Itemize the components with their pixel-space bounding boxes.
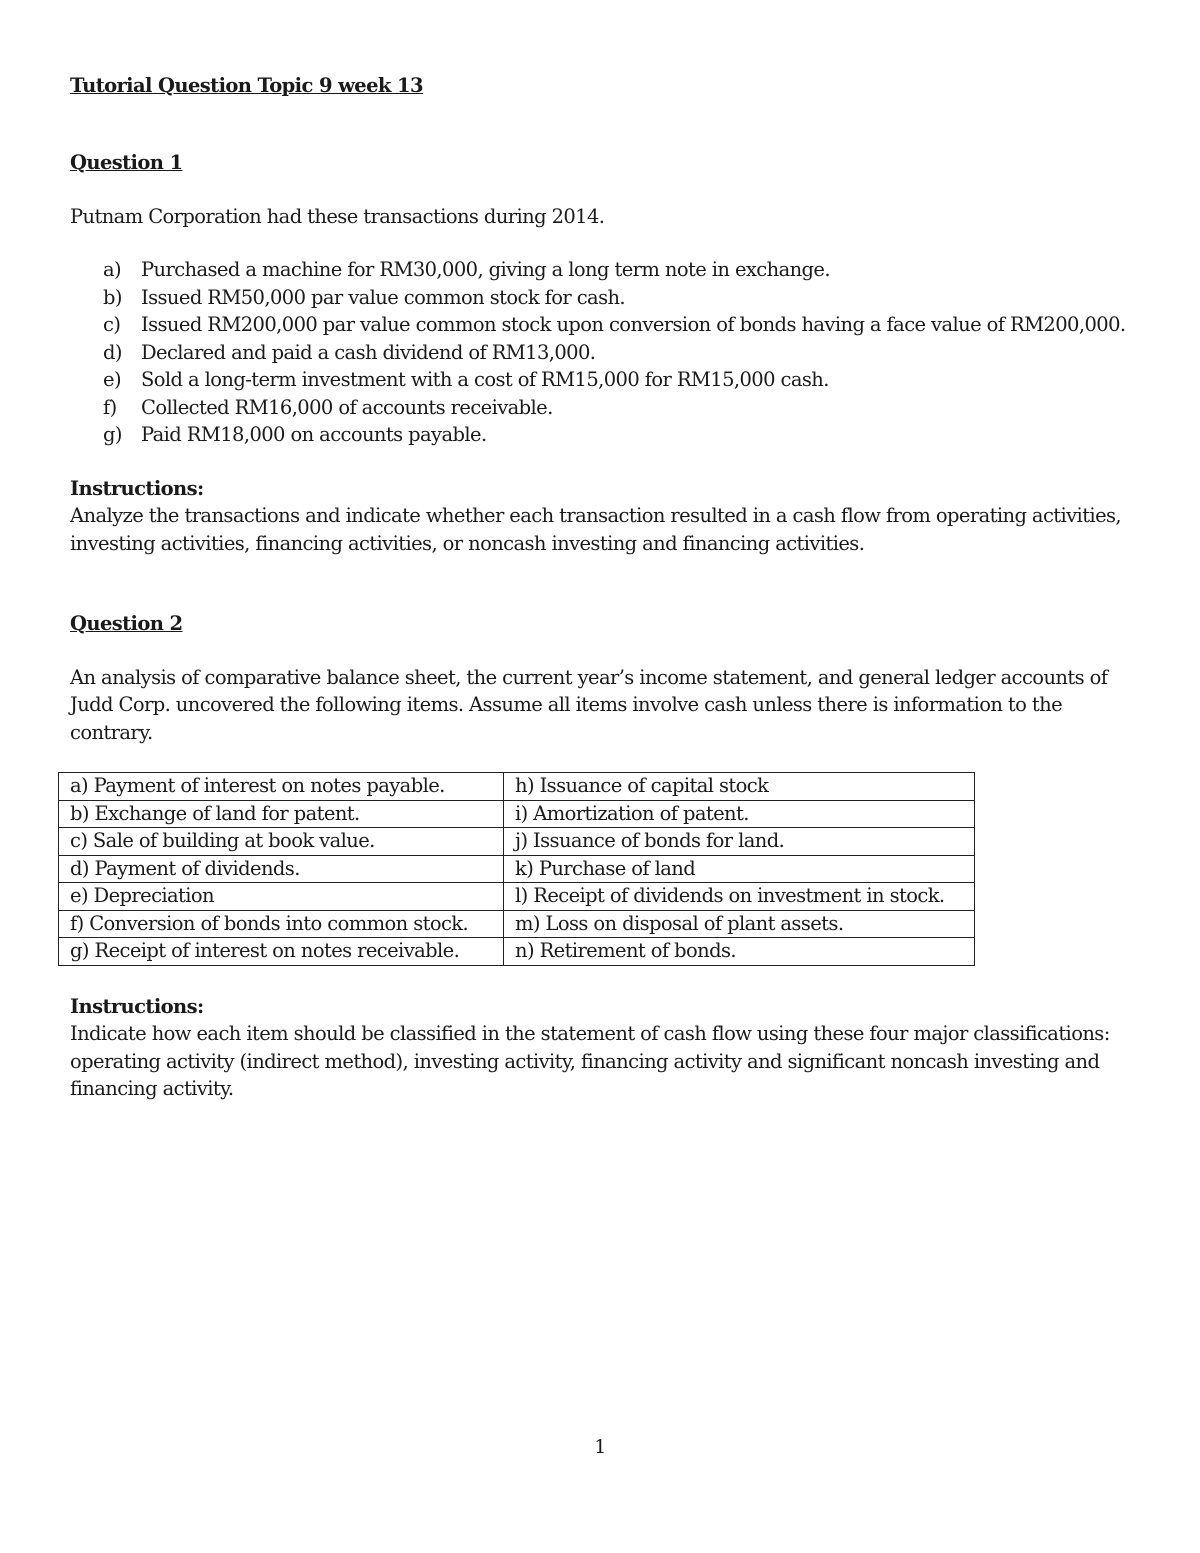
list-marker: e) [103,368,121,391]
list-item [70,394,1128,422]
list-item [70,339,1128,367]
list-marker: a) [103,258,122,281]
table-row [59,938,975,966]
table-row [59,883,975,911]
list-item-text: Sold a long-term investment with a cost of RM15,000 for RM15,000 cash. [141,368,829,391]
question-1-instructions-text: Analyze the transactions and indicate whether each transaction resulted in a cash flow from operating activities, investing activities, financing activities, or noncash investing and financing activities. [70,504,1122,555]
question-1-intro: Putnam Corporation had these transactions during 2014. [70,204,605,228]
list-item [70,366,1128,394]
table-cell: i) Amortization of patent. [504,800,975,828]
table-cell: d) Payment of dividends. [59,855,504,883]
table-cell: a) Payment of interest on notes payable. [59,773,504,801]
table-cell: n) Retirement of bonds. [504,938,975,966]
table-cell: h) Issuance of capital stock [504,773,975,801]
table-cell: k) Purchase of land [504,855,975,883]
table-row [59,773,975,801]
list-marker: c) [103,313,121,336]
document-title: Tutorial Question Topic 9 week 13 [70,74,423,97]
question-1-transactions-list [70,256,1128,449]
table-cell: g) Receipt of interest on notes receivable. [59,938,504,966]
table-cell: c) Sale of building at book value. [59,828,504,856]
list-marker: d) [103,340,122,364]
table-row [59,855,975,883]
table-row [59,910,975,938]
table-cell: j) Issuance of bonds for land. [504,828,975,856]
list-item-text: Paid RM18,000 on accounts payable. [141,423,487,446]
question-2-heading: Question 2 [70,612,183,635]
list-marker: f) [103,395,117,419]
question-2-instructions-label: Instructions: [70,994,204,1018]
question-2-intro: An analysis of comparative balance sheet, the current year’s income statement, and general ledger accounts of Judd Corp. uncovered the following items. Assume all items involve cash unless there is information to the contrary. [70,665,1108,744]
list-item-text: Issued RM50,000 par value common stock for cash. [141,285,626,309]
list-item-text: Purchased a machine for RM30,000, giving a long term note in exchange. [141,258,830,281]
list-item [70,311,1128,339]
table-cell: m) Loss on disposal of plant assets. [504,910,975,938]
list-item [70,421,1128,449]
table-cell: b) Exchange of land for patent. [59,800,504,828]
document-page [70,72,1128,1103]
table-row [59,828,975,856]
question-2-items-table [58,772,975,966]
table-cell: f) Conversion of bonds into common stock. [59,910,504,938]
page-number: 1 [594,1436,606,1458]
table-cell: e) Depreciation [59,883,504,911]
table-row [59,800,975,828]
list-item-text: Collected RM16,000 of accounts receivable. [141,395,553,419]
question-1-heading: Question 1 [70,151,183,174]
list-item-text: Issued RM200,000 par value common stock upon conversion of bonds having a face value of RM200,000. [141,313,1126,336]
question-1-instructions-label: Instructions: [70,476,204,500]
list-item-text: Declared and paid a cash dividend of RM13,000. [141,340,596,364]
table-cell: l) Receipt of dividends on investment in stock. [504,883,975,911]
list-marker: g) [103,423,122,446]
list-marker: b) [103,285,122,309]
question-2-instructions-text: Indicate how each item should be classified in the statement of cash flow using these four major classifications: operating activity (indirect method), investing activity, financing activity and significant noncash investing and financing activity. [70,1022,1110,1100]
list-item [70,284,1128,312]
list-item [70,256,1128,284]
